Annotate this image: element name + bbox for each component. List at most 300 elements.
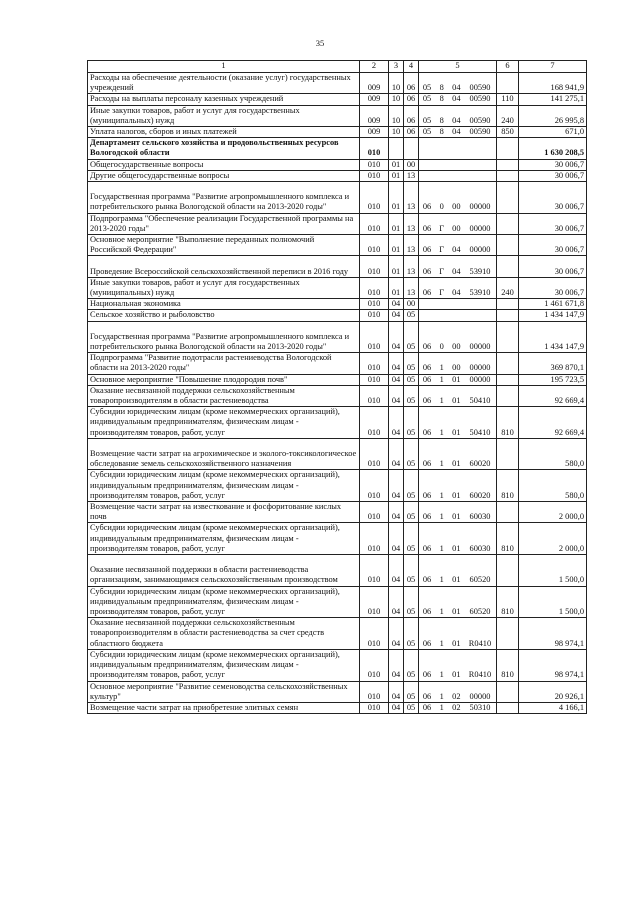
amount-cell: 2 000,0 <box>519 502 587 523</box>
target-article-cell <box>419 73 497 94</box>
subsection-code-cell: 05 <box>404 586 419 618</box>
target-article-part: 8 <box>439 83 444 93</box>
ministry-code-cell: 010 <box>360 438 389 470</box>
section-code-cell: 04 <box>389 681 404 702</box>
ministry-code-cell: 010 <box>360 299 389 310</box>
amount-cell: 20 926,1 <box>519 681 587 702</box>
target-article-part: 04 <box>452 288 461 298</box>
section-code-cell: 04 <box>389 353 404 374</box>
expense-type-cell <box>497 256 519 277</box>
ministry-code-cell: 010 <box>360 407 389 439</box>
amount-cell: 580,0 <box>519 438 587 470</box>
target-article-cell <box>419 523 497 555</box>
subsection-code-cell: 13 <box>404 170 419 181</box>
target-article-part: 8 <box>439 127 444 137</box>
section-code-cell: 04 <box>389 374 404 385</box>
target-article-part: 50310 <box>469 702 491 712</box>
section-code-cell: 04 <box>389 385 404 406</box>
target-article-part: 06 <box>422 607 432 617</box>
item-name-cell: Субсидии юридическим лицам (кроме некоммерческих организаций), индивидуальным предпринимателям, физическим лицам - производителям товаров, работ, услуг <box>88 523 360 555</box>
ministry-code-cell: 010 <box>360 353 389 374</box>
item-name-cell: Субсидии юридическим лицам (кроме некоммерческих организаций), индивидуальным предпринимателям, физическим лицам - производителям товаров, работ, услуг <box>88 586 360 618</box>
target-article-part: 06 <box>422 245 432 255</box>
expense-type-cell: 810 <box>497 523 519 555</box>
table-row <box>88 127 587 138</box>
target-article-cell <box>419 235 497 256</box>
subsection-code-cell: 05 <box>404 310 419 321</box>
ministry-code-cell: 010 <box>360 618 389 650</box>
target-article-part: Г <box>439 288 445 298</box>
target-article-part: 00 <box>452 202 461 212</box>
target-article-cell <box>419 374 497 385</box>
subsection-code-cell: 06 <box>404 73 419 94</box>
target-article-part: R0410 <box>468 638 492 648</box>
subsection-code-cell: 13 <box>404 182 419 214</box>
item-name-cell: Государственная программа "Развитие агропромышленного комплекса и потребительского рынка Вологодской области на 2013-2020 годы" <box>88 182 360 214</box>
target-article-cell <box>419 138 497 159</box>
section-code-cell: 04 <box>389 523 404 555</box>
target-article-part: 8 <box>439 115 444 125</box>
target-article-part: 04 <box>452 94 461 104</box>
subsection-code-cell: 05 <box>404 407 419 439</box>
target-article-part: 1 <box>439 575 444 585</box>
page-number: 35 <box>315 38 325 48</box>
amount-cell: 671,0 <box>519 127 587 138</box>
target-article-cell <box>419 618 497 650</box>
item-name-cell: Государственная программа "Развитие агропромышленного комплекса и потребительского рынка Вологодской области на 2013-2020 годы" <box>88 321 360 353</box>
item-name-cell: Субсидии юридическим лицам (кроме некоммерческих организаций), индивидуальным предпринимателям, физическим лицам - производителям товаров, работ, услуг <box>88 470 360 502</box>
subsection-code-cell: 05 <box>404 374 419 385</box>
ministry-code-cell: 010 <box>360 182 389 214</box>
ministry-code-cell: 010 <box>360 256 389 277</box>
item-name-cell: Иные закупки товаров, работ и услуг для государственных (муниципальных) нужд <box>88 105 360 126</box>
target-article-part: 05 <box>422 127 432 137</box>
subsection-code-cell: 13 <box>404 277 419 298</box>
ministry-code-cell: 010 <box>360 702 389 713</box>
amount-cell: 98 974,1 <box>519 618 587 650</box>
target-article-part: 05 <box>422 83 432 93</box>
target-article-part: 1 <box>439 702 444 712</box>
target-article-cell <box>419 353 497 374</box>
item-name-cell: Субсидии юридическим лицам (кроме некоммерческих организаций), индивидуальным предпринимателям, физическим лицам - производителям товаров, работ, услуг <box>88 407 360 439</box>
ministry-code-cell: 010 <box>360 681 389 702</box>
ministry-code-cell: 010 <box>360 470 389 502</box>
table-row <box>88 310 587 321</box>
target-article-part: 1 <box>439 363 444 373</box>
target-article-part: 05 <box>422 115 432 125</box>
expense-type-cell <box>497 159 519 170</box>
target-article-part: 0 <box>439 342 444 352</box>
target-article-part: 00000 <box>469 223 491 233</box>
item-name-cell: Расходы на обеспечение деятельности (оказание услуг) государственных учреждений <box>88 73 360 94</box>
target-article-part: 50410 <box>469 396 491 406</box>
subsection-code-cell: 13 <box>404 256 419 277</box>
header-cell: 5 <box>419 61 497 73</box>
ministry-code-cell: 010 <box>360 523 389 555</box>
target-article-part: Г <box>439 223 445 233</box>
section-code-cell: 04 <box>389 299 404 310</box>
target-article-part: 06 <box>422 202 432 212</box>
target-article-cell <box>419 586 497 618</box>
table-row <box>88 353 587 374</box>
item-name-cell: Другие общегосударственные вопросы <box>88 170 360 181</box>
table-row <box>88 374 587 385</box>
subsection-code-cell: 05 <box>404 681 419 702</box>
target-article-part: 01 <box>452 396 461 406</box>
target-article-part: 60520 <box>469 575 491 585</box>
item-name-cell: Проведение Всероссийской сельскохозяйственной переписи в 2016 году <box>88 256 360 277</box>
section-code-cell: 01 <box>389 170 404 181</box>
expense-type-cell <box>497 385 519 406</box>
ministry-code-cell: 010 <box>360 321 389 353</box>
target-article-cell <box>419 105 497 126</box>
item-name-cell: Возмещение части затрат на агрохимическое и эколого-токсикологическое обследование земель сельскохозяйственного назначения <box>88 438 360 470</box>
section-code-cell: 04 <box>389 407 404 439</box>
expense-type-cell <box>497 374 519 385</box>
ministry-code-cell: 010 <box>360 235 389 256</box>
target-article-cell <box>419 407 497 439</box>
target-article-part: 06 <box>422 459 432 469</box>
table-row <box>88 159 587 170</box>
item-name-cell: Сельское хозяйство и рыболовство <box>88 310 360 321</box>
expense-type-cell: 110 <box>497 94 519 105</box>
section-code-cell: 04 <box>389 310 404 321</box>
target-article-part: 01 <box>452 670 461 680</box>
table-row <box>88 702 587 713</box>
item-name-cell: Подпрограмма "Развитие подотрасли растениеводства Вологодской области на 2013-2020 годы" <box>88 353 360 374</box>
target-article-part: 06 <box>422 638 432 648</box>
table-row <box>88 105 587 126</box>
amount-cell: 30 006,7 <box>519 277 587 298</box>
amount-cell: 4 166,1 <box>519 702 587 713</box>
section-code-cell: 01 <box>389 277 404 298</box>
amount-cell: 30 006,7 <box>519 182 587 214</box>
target-article-part: 06 <box>422 543 432 553</box>
target-article-part: 01 <box>452 543 461 553</box>
expense-type-cell: 850 <box>497 127 519 138</box>
section-code-cell: 01 <box>389 182 404 214</box>
target-article-part: 01 <box>452 427 461 437</box>
section-code-cell: 04 <box>389 470 404 502</box>
target-article-part: 04 <box>452 245 461 255</box>
section-code-cell: 04 <box>389 702 404 713</box>
table-row <box>88 321 587 353</box>
target-article-part: 04 <box>452 115 461 125</box>
amount-cell: 30 006,7 <box>519 213 587 234</box>
target-article-cell <box>419 502 497 523</box>
target-article-part: 1 <box>439 374 444 384</box>
target-article-part: 60020 <box>469 490 491 500</box>
target-article-part: 00000 <box>469 374 491 384</box>
subsection-code-cell: 05 <box>404 438 419 470</box>
target-article-cell <box>419 438 497 470</box>
target-article-cell <box>419 299 497 310</box>
subsection-code-cell: 05 <box>404 702 419 713</box>
table-row <box>88 213 587 234</box>
target-article-part: 06 <box>422 702 432 712</box>
target-article-part: 00 <box>452 223 461 233</box>
target-article-part: 50410 <box>469 427 491 437</box>
expense-type-cell <box>497 310 519 321</box>
subsection-code-cell: 06 <box>404 94 419 105</box>
subsection-code-cell: 00 <box>404 159 419 170</box>
item-name-cell: Оказание несвязанной поддержки сельскохозяйственным товаропроизводителям в области растениеводства за счет средств областного бюджета <box>88 618 360 650</box>
amount-cell: 168 941,9 <box>519 73 587 94</box>
item-name-cell: Основное мероприятие "Развитие семеноводства сельскохозяйственных культур" <box>88 681 360 702</box>
subsection-code-cell: 13 <box>404 235 419 256</box>
table-row <box>88 681 587 702</box>
target-article-part: 01 <box>452 490 461 500</box>
table-row <box>88 407 587 439</box>
section-code-cell: 04 <box>389 649 404 681</box>
expense-type-cell <box>497 235 519 256</box>
table-row <box>88 470 587 502</box>
table-row <box>88 235 587 256</box>
header-cell: 3 <box>389 61 404 73</box>
ministry-code-cell: 009 <box>360 105 389 126</box>
table-row <box>88 277 587 298</box>
expense-type-cell <box>497 321 519 353</box>
expense-type-cell <box>497 702 519 713</box>
ministry-code-cell: 010 <box>360 159 389 170</box>
target-article-part: 05 <box>422 94 432 104</box>
subsection-code-cell <box>404 138 419 159</box>
target-article-cell <box>419 170 497 181</box>
amount-cell: 580,0 <box>519 470 587 502</box>
target-article-cell <box>419 127 497 138</box>
target-article-part: 8 <box>439 94 444 104</box>
section-code-cell: 01 <box>389 159 404 170</box>
table-row <box>88 523 587 555</box>
target-article-part: 06 <box>422 374 432 384</box>
amount-cell: 1 461 671,8 <box>519 299 587 310</box>
target-article-part: 00000 <box>469 342 491 352</box>
target-article-part: 60520 <box>469 607 491 617</box>
amount-cell: 30 006,7 <box>519 170 587 181</box>
target-article-part: 06 <box>422 342 432 352</box>
target-article-part: 1 <box>439 607 444 617</box>
ministry-code-cell: 009 <box>360 94 389 105</box>
section-code-cell: 10 <box>389 73 404 94</box>
subsection-code-cell: 06 <box>404 127 419 138</box>
target-article-part: 1 <box>439 691 444 701</box>
target-article-cell <box>419 470 497 502</box>
amount-cell: 369 870,1 <box>519 353 587 374</box>
target-article-cell <box>419 649 497 681</box>
expense-type-cell: 810 <box>497 470 519 502</box>
target-article-part: 00590 <box>469 115 491 125</box>
target-article-part: 00590 <box>469 127 491 137</box>
section-code-cell: 04 <box>389 502 404 523</box>
item-name-cell: Национальная экономика <box>88 299 360 310</box>
target-article-part: 00 <box>452 342 461 352</box>
target-article-part: 06 <box>422 691 432 701</box>
ministry-code-cell: 010 <box>360 385 389 406</box>
item-name-cell: Расходы на выплаты персоналу казенных учреждений <box>88 94 360 105</box>
table-row <box>88 138 587 159</box>
target-article-part: 1 <box>439 490 444 500</box>
ministry-code-cell: 010 <box>360 374 389 385</box>
target-article-cell <box>419 182 497 214</box>
expense-type-cell: 810 <box>497 407 519 439</box>
item-name-cell: Иные закупки товаров, работ и услуг для государственных (муниципальных) нужд <box>88 277 360 298</box>
target-article-part: 0 <box>439 202 444 212</box>
table-row <box>88 94 587 105</box>
amount-cell: 26 995,8 <box>519 105 587 126</box>
table-row <box>88 438 587 470</box>
amount-cell: 92 669,4 <box>519 385 587 406</box>
target-article-part: 1 <box>439 670 444 680</box>
table-row <box>88 502 587 523</box>
subsection-code-cell: 00 <box>404 299 419 310</box>
target-article-part: 06 <box>422 266 432 276</box>
target-article-part: 06 <box>422 427 432 437</box>
ministry-code-cell: 010 <box>360 138 389 159</box>
section-code-cell: 04 <box>389 555 404 587</box>
amount-cell: 1 500,0 <box>519 586 587 618</box>
target-article-cell <box>419 256 497 277</box>
ministry-code-cell: 009 <box>360 73 389 94</box>
subsection-code-cell: 05 <box>404 321 419 353</box>
table-row <box>88 649 587 681</box>
target-article-part: 06 <box>422 670 432 680</box>
target-article-part: 1 <box>439 459 444 469</box>
section-code-cell: 01 <box>389 213 404 234</box>
section-code-cell: 10 <box>389 127 404 138</box>
item-name-cell: Возмещение части затрат на приобретение элитных семян <box>88 702 360 713</box>
table-row <box>88 256 587 277</box>
section-code-cell: 04 <box>389 438 404 470</box>
target-article-part: 01 <box>452 374 461 384</box>
ministry-code-cell: 010 <box>360 649 389 681</box>
table-row <box>88 182 587 214</box>
item-name-cell: Возмещение части затрат на известкование и фосфоритование кислых почв <box>88 502 360 523</box>
expense-type-cell <box>497 502 519 523</box>
target-article-part: 53910 <box>469 266 491 276</box>
target-article-part: 01 <box>452 575 461 585</box>
section-code-cell: 04 <box>389 321 404 353</box>
target-article-part: 01 <box>452 459 461 469</box>
subsection-code-cell: 05 <box>404 385 419 406</box>
target-article-part: 60020 <box>469 459 491 469</box>
target-article-part: 1 <box>439 512 444 522</box>
amount-cell: 2 000,0 <box>519 523 587 555</box>
amount-cell: 98 974,1 <box>519 649 587 681</box>
target-article-cell <box>419 321 497 353</box>
target-article-part: 02 <box>452 691 461 701</box>
subsection-code-cell: 05 <box>404 502 419 523</box>
target-article-cell <box>419 94 497 105</box>
subsection-code-cell: 05 <box>404 555 419 587</box>
target-article-part: 06 <box>422 223 432 233</box>
target-article-part: 06 <box>422 396 432 406</box>
target-article-part: 53910 <box>469 288 491 298</box>
expense-type-cell <box>497 299 519 310</box>
ministry-code-cell: 010 <box>360 310 389 321</box>
target-article-part: 1 <box>439 638 444 648</box>
target-article-part: 06 <box>422 512 432 522</box>
expense-type-cell: 240 <box>497 277 519 298</box>
target-article-part: 06 <box>422 363 432 373</box>
header-cell: 7 <box>519 61 587 73</box>
expense-type-cell <box>497 681 519 702</box>
ministry-code-cell: 009 <box>360 127 389 138</box>
target-article-cell <box>419 213 497 234</box>
target-article-cell <box>419 277 497 298</box>
amount-cell: 92 669,4 <box>519 407 587 439</box>
target-article-part: 04 <box>452 83 461 93</box>
item-name-cell: Основное мероприятие "Выполнение переданных полномочий Российской Федерации" <box>88 235 360 256</box>
section-code-cell: 10 <box>389 94 404 105</box>
section-code-cell <box>389 138 404 159</box>
table-row <box>88 586 587 618</box>
target-article-part: 04 <box>452 127 461 137</box>
expense-type-cell: 240 <box>497 105 519 126</box>
target-article-part: 60030 <box>469 543 491 553</box>
target-article-part: 60030 <box>469 512 491 522</box>
ministry-code-cell: 010 <box>360 586 389 618</box>
ministry-code-cell: 010 <box>360 277 389 298</box>
expense-type-cell <box>497 555 519 587</box>
target-article-cell <box>419 555 497 587</box>
target-article-part: 06 <box>422 490 432 500</box>
ministry-code-cell: 010 <box>360 502 389 523</box>
amount-cell: 141 275,1 <box>519 94 587 105</box>
section-code-cell: 04 <box>389 586 404 618</box>
expense-type-cell <box>497 182 519 214</box>
section-code-cell: 04 <box>389 618 404 650</box>
table-header-row <box>88 61 587 73</box>
amount-cell: 30 006,7 <box>519 235 587 256</box>
target-article-cell <box>419 159 497 170</box>
expense-type-cell <box>497 73 519 94</box>
item-name-cell: Общегосударственные вопросы <box>88 159 360 170</box>
ministry-code-cell: 010 <box>360 555 389 587</box>
target-article-part: 00590 <box>469 83 491 93</box>
target-article-part: 06 <box>422 288 432 298</box>
subsection-code-cell: 05 <box>404 523 419 555</box>
expense-type-cell <box>497 170 519 181</box>
ministry-code-cell: 010 <box>360 170 389 181</box>
item-name-cell: Департамент сельского хозяйства и продовольственных ресурсов Вологодской области <box>88 138 360 159</box>
target-article-part: 01 <box>452 638 461 648</box>
amount-cell: 1 434 147,9 <box>519 321 587 353</box>
expense-type-cell: 810 <box>497 649 519 681</box>
subsection-code-cell: 05 <box>404 618 419 650</box>
table-row <box>88 385 587 406</box>
section-code-cell: 01 <box>389 235 404 256</box>
table-row <box>88 618 587 650</box>
target-article-part: 1 <box>439 427 444 437</box>
expense-type-cell <box>497 138 519 159</box>
amount-cell: 1 500,0 <box>519 555 587 587</box>
item-name-cell: Оказание несвязанной поддержки сельскохозяйственным товаропроизводителям в области растениеводства <box>88 385 360 406</box>
amount-cell: 30 006,7 <box>519 159 587 170</box>
target-article-part: 01 <box>452 607 461 617</box>
section-code-cell: 01 <box>389 256 404 277</box>
table-row <box>88 299 587 310</box>
target-article-cell <box>419 310 497 321</box>
target-article-part: 04 <box>452 266 461 276</box>
item-name-cell: Подпрограмма "Обеспечение реализации Государственной программы на 2013-2020 годы" <box>88 213 360 234</box>
target-article-part: 00000 <box>469 363 491 373</box>
item-name-cell: Субсидии юридическим лицам (кроме некоммерческих организаций), индивидуальным предпринимателям, физическим лицам - производителям товаров, работ, услуг <box>88 649 360 681</box>
table-row <box>88 170 587 181</box>
subsection-code-cell: 05 <box>404 649 419 681</box>
ministry-code-cell: 010 <box>360 213 389 234</box>
table-row <box>88 73 587 94</box>
header-cell: 4 <box>404 61 419 73</box>
